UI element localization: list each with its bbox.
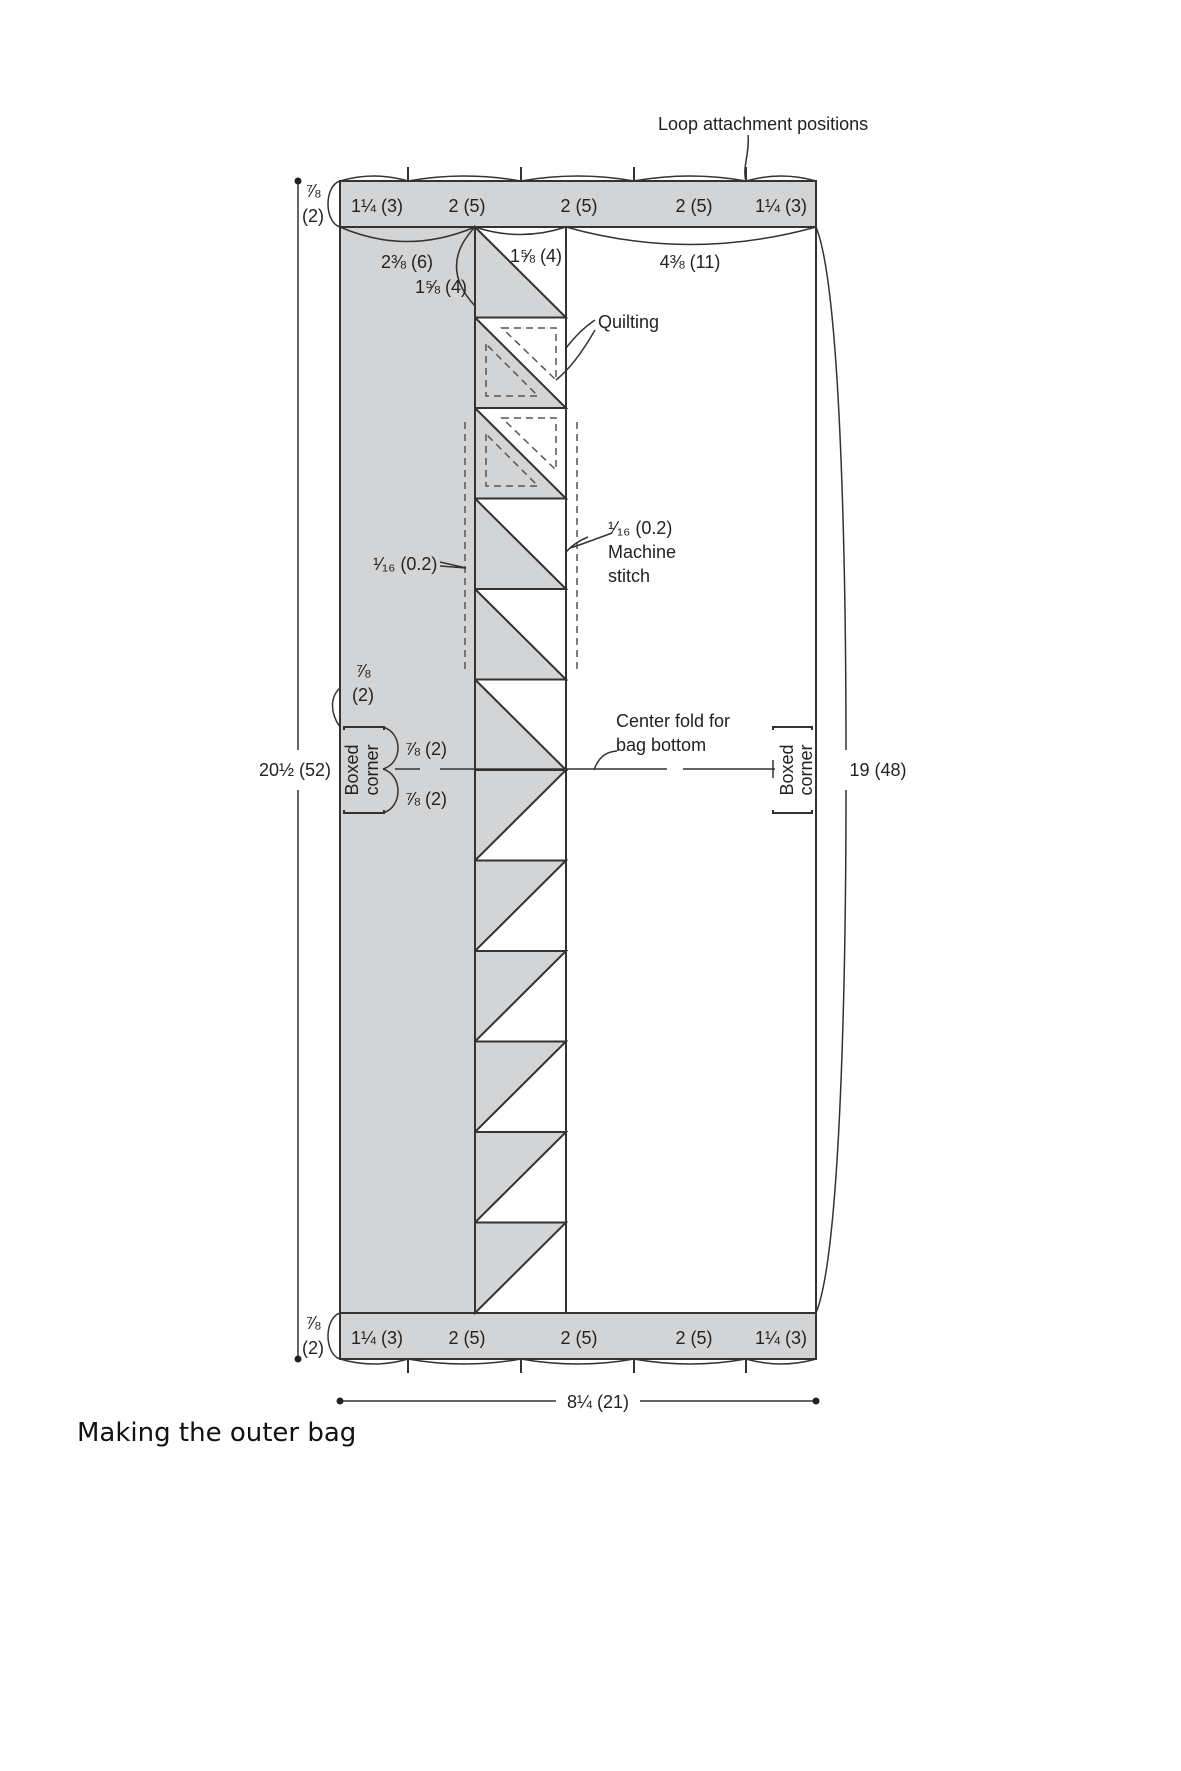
top-band-dim-2: 2 (5) bbox=[448, 196, 486, 216]
inner-height-label: 19 (48) bbox=[849, 760, 907, 780]
strip-triangle bbox=[475, 499, 566, 590]
left-panel-width-label: 2⅜ (6) bbox=[380, 252, 434, 272]
bottom-band-dim-4: 2 (5) bbox=[675, 1328, 713, 1348]
machine-stitch-line1: Machine bbox=[608, 542, 677, 562]
center-fold-line2: bag bottom bbox=[616, 735, 707, 755]
top-band-dim-1: 1¼ (3) bbox=[350, 196, 404, 216]
height-endpoint-bottom bbox=[295, 1356, 302, 1363]
top-band-dim-3: 2 (5) bbox=[560, 196, 598, 216]
strip-triangle bbox=[475, 1223, 566, 1314]
machine-stitch-line2: stitch bbox=[608, 566, 651, 586]
top-hem-frac: ⅞ bbox=[305, 181, 321, 201]
top-band-dim-5: 1¼ (3) bbox=[754, 196, 808, 216]
boxed-upper-label: ⅞ (2) bbox=[405, 739, 448, 759]
figure-caption: Making the outer bag bbox=[77, 1418, 357, 1448]
strip-triangle bbox=[475, 951, 566, 1042]
boxed-hem-cm: (2) bbox=[352, 685, 374, 705]
total-width-label: 8¼ (21) bbox=[566, 1392, 630, 1412]
bottom-hem-cm: (2) bbox=[302, 1338, 324, 1358]
strip-height-label: 1⅝ (4) bbox=[414, 277, 468, 297]
bottom-band-dim-1: 1¼ (3) bbox=[350, 1328, 404, 1348]
strip-triangle bbox=[475, 680, 566, 771]
strip-triangle bbox=[475, 1042, 566, 1133]
top-hem-cm: (2) bbox=[302, 206, 324, 226]
left-boxed-line1: Boxed bbox=[342, 744, 362, 796]
bottom-hem-frac: ⅞ bbox=[305, 1313, 321, 1333]
right-boxed-line2: corner bbox=[796, 744, 816, 796]
loop-attachment-label: Loop attachment positions bbox=[658, 114, 869, 134]
bottom-band-dim-2: 2 (5) bbox=[448, 1328, 486, 1348]
left-boxed-line2: corner bbox=[362, 744, 382, 796]
left-stitch-value: ¹⁄₁₆ (0.2) bbox=[373, 554, 438, 574]
total-height-label: 20½ (52) bbox=[258, 760, 332, 780]
quilting-label: Quilting bbox=[598, 312, 660, 332]
boxed-hem-frac: ⅞ bbox=[355, 661, 371, 681]
strip-triangle bbox=[475, 318, 566, 409]
strip-triangle bbox=[475, 408, 566, 499]
top-band-dim-4: 2 (5) bbox=[675, 196, 713, 216]
right-boxed-line1: Boxed bbox=[777, 744, 797, 796]
center-fold-line1: Center fold for bbox=[616, 711, 731, 731]
strip-triangle bbox=[475, 861, 566, 952]
bottom-band-dim-3: 2 (5) bbox=[560, 1328, 598, 1348]
triangle-strip bbox=[475, 227, 566, 1313]
strip-triangle bbox=[475, 770, 566, 861]
width-endpoint-right bbox=[813, 1398, 820, 1405]
right-panel-width-label: 4⅜ (11) bbox=[659, 252, 721, 272]
strip-triangle bbox=[475, 1132, 566, 1223]
strip-triangle bbox=[475, 589, 566, 680]
width-endpoint-left bbox=[337, 1398, 344, 1405]
machine-stitch-value: ¹⁄₁₆ (0.2) bbox=[608, 518, 673, 538]
bottom-band-dim-5: 1¼ (3) bbox=[754, 1328, 808, 1348]
height-endpoint-top bbox=[295, 178, 302, 185]
strip-triangle bbox=[475, 227, 566, 318]
strip-width-label: 1⅝ (4) bbox=[509, 246, 563, 266]
boxed-lower-label: ⅞ (2) bbox=[405, 789, 448, 809]
